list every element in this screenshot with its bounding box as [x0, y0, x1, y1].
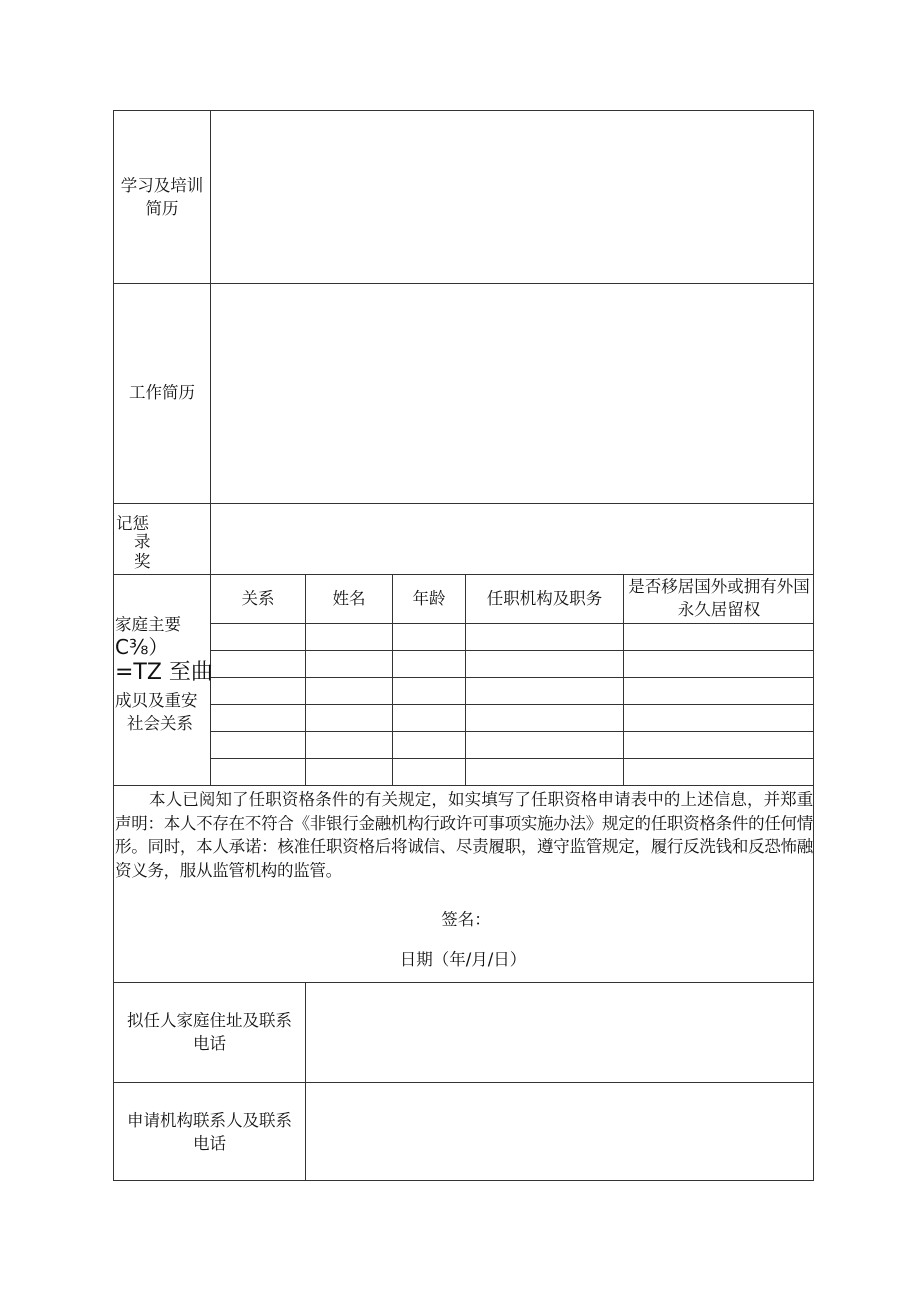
- column-header-residency: 是否移居国外或拥有外国永久居留权: [628, 577, 810, 619]
- signature-label: 签名：: [441, 910, 491, 929]
- table-cell[interactable]: [466, 624, 623, 650]
- table-cell[interactable]: [466, 678, 623, 704]
- institution-contact-label-line: 电话: [193, 1134, 226, 1153]
- table-cell[interactable]: [393, 732, 465, 758]
- table-cell[interactable]: [624, 705, 813, 731]
- awards-label-line: 记惩: [116, 514, 149, 533]
- column-header-position: 任职机构及职务: [486, 589, 603, 608]
- column-header-age: 年龄: [412, 589, 446, 608]
- table-cell[interactable]: [466, 732, 623, 758]
- table-cell[interactable]: [624, 678, 813, 704]
- table-cell[interactable]: [393, 705, 465, 731]
- table-cell[interactable]: [211, 651, 305, 677]
- home-contact-label: [114, 1009, 305, 1055]
- education-field[interactable]: [211, 111, 813, 283]
- institution-contact-field[interactable]: [306, 1083, 813, 1180]
- table-cell[interactable]: [211, 732, 305, 758]
- awards-field[interactable]: [211, 504, 813, 574]
- home-contact-field[interactable]: [306, 983, 813, 1082]
- table-cell[interactable]: [306, 732, 392, 758]
- table-cell[interactable]: [466, 705, 623, 731]
- table-cell[interactable]: [393, 759, 465, 785]
- date-label: 日期（年/月/日）: [399, 950, 527, 969]
- table-cell[interactable]: [211, 705, 305, 731]
- table-cell[interactable]: [306, 678, 392, 704]
- table-cell[interactable]: [466, 651, 623, 677]
- table-cell[interactable]: [306, 624, 392, 650]
- table-cell[interactable]: [306, 759, 392, 785]
- table-cell[interactable]: [393, 651, 465, 677]
- home-contact-label-line: 电话: [193, 1034, 226, 1053]
- column-header-relation: 关系: [241, 589, 275, 608]
- declaration-text: 本人已阅知了任职资格条件的有关规定，如实填写了任职资格申请表中的上述信息，并郑重声明：本人不存在不符合《非银行金融机构行政许可事项实施办法》规定的任职资格条件的任何情形。同时，本人承诺：核准任职资格后将诚信、尽责履职，遵守监管规定，履行反洗钱和反恐怖融资义务，服从监管机构的监管。: [115, 790, 813, 880]
- family-label-line: 成贝及重安: [115, 691, 198, 710]
- institution-contact-label: [114, 1109, 305, 1155]
- family-label-line: =TZ 至曲: [115, 660, 213, 685]
- table-cell[interactable]: [211, 759, 305, 785]
- column-header-name: 姓名: [332, 589, 366, 608]
- family-label-line: C⅜）: [115, 635, 169, 659]
- work-label: 工作简历: [129, 383, 195, 402]
- family-label-line: 社会关系: [127, 714, 193, 733]
- education-label: [114, 174, 210, 220]
- row-divider: [114, 785, 813, 786]
- education-label-line: 简历: [145, 199, 179, 218]
- table-cell[interactable]: [624, 732, 813, 758]
- education-label-line: 学习及培训: [120, 176, 204, 195]
- table-cell[interactable]: [393, 624, 465, 650]
- table-cell[interactable]: [393, 678, 465, 704]
- family-label: [115, 613, 213, 735]
- table-cell[interactable]: [624, 624, 813, 650]
- table-cell[interactable]: [211, 624, 305, 650]
- awards-label-line: 录: [134, 532, 151, 551]
- table-cell[interactable]: [624, 759, 813, 785]
- table-cell[interactable]: [211, 678, 305, 704]
- awards-label-line: 奖: [134, 552, 151, 571]
- institution-contact-label-line: 申请机构联系人及联系: [127, 1111, 292, 1130]
- home-contact-label-line: 拟任人家庭住址及联系: [127, 1011, 292, 1030]
- family-label-line: 家庭主要: [115, 615, 181, 634]
- table-cell[interactable]: [624, 651, 813, 677]
- table-cell[interactable]: [306, 651, 392, 677]
- application-form-table: [113, 110, 814, 1181]
- declaration: [115, 788, 813, 882]
- table-cell[interactable]: [306, 705, 392, 731]
- work-field[interactable]: [211, 284, 813, 503]
- table-cell[interactable]: [466, 759, 623, 785]
